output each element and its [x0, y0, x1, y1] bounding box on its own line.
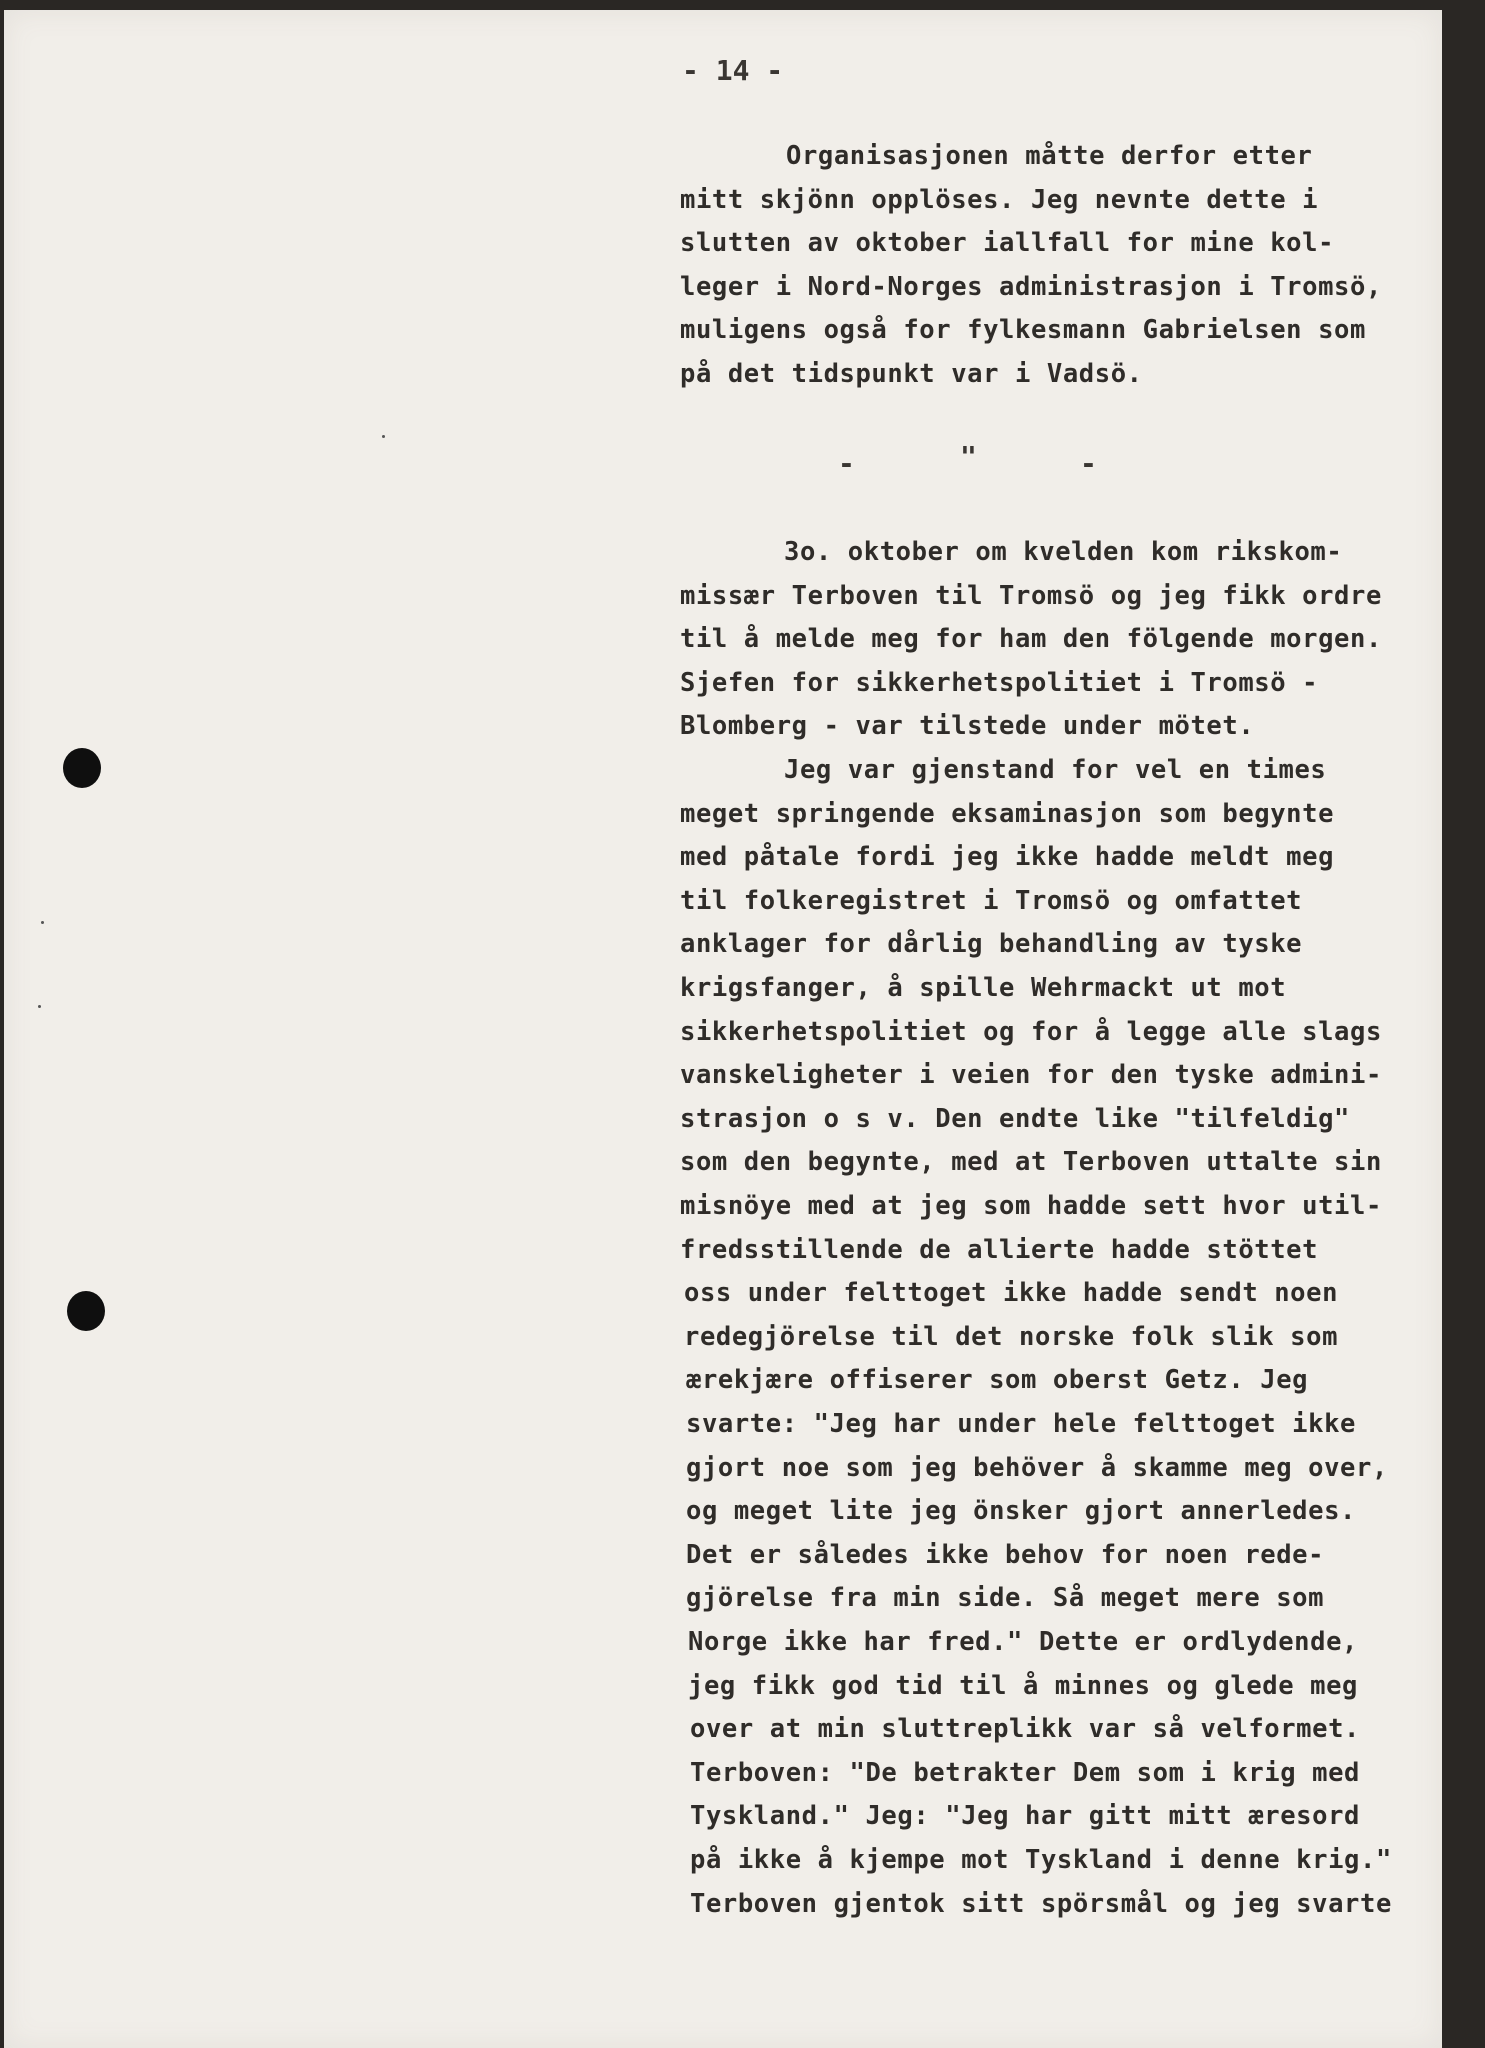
- paragraph1-line: muligens også for fylkesmann Gabrielsen som: [680, 315, 1366, 346]
- paragraph2-line: jeg fikk god tid til å minnes og glede meg: [688, 1670, 1358, 1701]
- speck: [382, 435, 385, 438]
- paragraph2-line: svarte: "Jeg har under hele felttoget ikke: [686, 1409, 1356, 1439]
- paragraph2-line: strasjon o s v. Den endte like "tilfeldig": [680, 1103, 1350, 1134]
- paragraph2-line: gjort noe som jeg behöver å skamme meg over,: [686, 1452, 1388, 1483]
- paragraph2-line: som den begynte, med at Terboven uttalte sin: [680, 1147, 1382, 1178]
- paragraph2-line: vanskeligheter i veien for den tyske admini-: [680, 1060, 1382, 1091]
- paragraph2-line: 3o. oktober om kvelden kom rikskom-: [784, 537, 1343, 567]
- scan-border: [1442, 0, 1485, 2048]
- paragraph1-line: leger i Nord-Norges administrasjon i Tromsö,: [680, 271, 1382, 302]
- paragraph2-line: Sjefen for sikkerhetspolitiet i Tromsö -: [680, 667, 1319, 698]
- paragraph2-line: til å melde meg for ham den fölgende morgen.: [680, 624, 1382, 655]
- paragraph2-line: redegjörelse til det norske folk slik som: [684, 1321, 1339, 1352]
- paragraph2-line: ærekjære offiserer som oberst Getz. Jeg: [686, 1365, 1309, 1396]
- paragraph2-line: missær Terboven til Tromsö og jeg fikk ordre: [680, 580, 1382, 611]
- separator-middle: ": [960, 440, 977, 473]
- separator-right: -: [1080, 447, 1097, 480]
- paragraph2-line: med påtale fordi jeg ikke hadde meldt meg: [680, 842, 1335, 873]
- paragraph1-line: Organisasjonen måtte derfor etter: [786, 141, 1313, 171]
- paragraph2-line: Norge ikke har fred." Dette er ordlydende,: [688, 1627, 1358, 1657]
- paragraph2-line: meget springende eksaminasjon som begynte: [680, 798, 1335, 829]
- speck: [38, 1005, 41, 1008]
- paragraph1-line: på det tidspunkt var i Vadsö.: [680, 359, 1143, 389]
- paragraph2-line: over at min sluttreplikk var så velformet.: [690, 1714, 1360, 1745]
- paragraph2-line: og meget lite jeg önsker gjort annerledes.: [686, 1496, 1356, 1527]
- punch-hole-top: [63, 748, 101, 788]
- paragraph2-line: anklager for dårlig behandling av tyske: [680, 929, 1303, 960]
- paragraph2-line: Blomberg - var tilstede under mötet.: [680, 711, 1255, 742]
- paragraph2-line: Det er således ikke behov for noen rede-: [686, 1539, 1325, 1570]
- paragraph2-line: fredsstillende de allierte hadde stöttet: [680, 1234, 1319, 1265]
- paragraph2-line: sikkerhetspolitiet og for å legge alle slags: [680, 1016, 1382, 1047]
- paragraph2-line: gjörelse fra min side. Så meget mere som: [686, 1583, 1325, 1614]
- speck: [41, 921, 44, 924]
- paragraph2-line: Jeg var gjenstand for vel en times: [784, 755, 1327, 785]
- paragraph1-line: slutten av oktober iallfall for mine kol-: [680, 228, 1335, 259]
- paragraph2-line: på ikke å kjempe mot Tyskland i denne krig.": [690, 1845, 1392, 1875]
- paragraph2-line: Terboven: "De betrakter Dem som i krig med: [690, 1757, 1360, 1788]
- punch-hole-bottom: [67, 1291, 105, 1331]
- paragraph2-line: Terboven gjentok sitt spörsmål og jeg svarte: [690, 1888, 1392, 1919]
- page-number: - 14 -: [682, 54, 784, 87]
- paragraph2-line: Tyskland." Jeg: "Jeg har gitt mitt æresord: [690, 1801, 1360, 1832]
- paragraph1-line: mitt skjönn opplöses. Jeg nevnte dette i: [680, 184, 1319, 215]
- paragraph2-line: misnöye med at jeg som hadde sett hvor util-: [680, 1191, 1382, 1221]
- paragraph2-line: til folkeregistret i Tromsö og omfattet: [680, 885, 1303, 916]
- paragraph2-line: krigsfanger, å spille Wehrmackt ut mot: [680, 973, 1287, 1003]
- separator-left: -: [838, 447, 855, 480]
- paragraph2-line: oss under felttoget ikke hadde sendt noen: [684, 1278, 1339, 1309]
